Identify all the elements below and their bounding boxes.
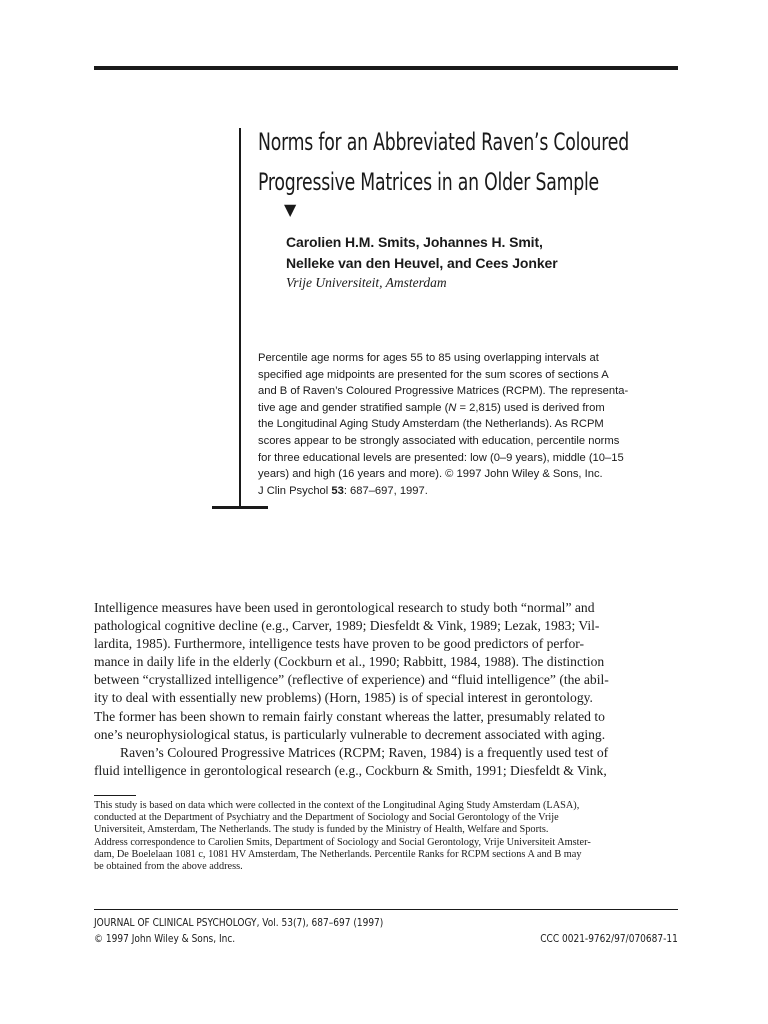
footnote-line: Universiteit, Amsterdam, The Netherlands. The study is funded by the Ministry of Health, Welfare and Sports. xyxy=(94,824,549,836)
abstract-line: and B of Raven’s Coloured Progressive Matrices (RCPM). The representa- xyxy=(258,385,629,398)
top-rule xyxy=(94,66,678,70)
title-line: Progressive Matrices in an Older Sample xyxy=(258,168,599,196)
abstract-line: J Clin Psychol 53: 687–697, 1997. xyxy=(258,484,428,497)
body-line: one’s neurophysiological status, is particularly vulnerable to decrement associated with aging. xyxy=(94,726,606,742)
footnote-line: Address correspondence to Carolien Smits, Department of Sociology and Social Gerontology, Vrije Universiteit Amster- xyxy=(94,836,591,848)
abstract-line: scores appear to be strongly associated with education, percentile norms xyxy=(258,434,620,447)
body-line: ity to deal with essentially new problems) (Horn, 1985) is of special interest in gerontology. xyxy=(94,690,593,706)
journal-citation: JOURNAL OF CLINICAL PSYCHOLOGY, Vol. 53(7), 687–697 (1997) xyxy=(94,916,384,929)
copyright-notice: © 1997 John Wiley & Sons, Inc. xyxy=(94,932,236,945)
affiliation: Vrije Universiteit, Amsterdam xyxy=(286,275,447,290)
footnote-line: This study is based on data which were collected in the context of the Longitudinal Aging Study Amsterdam (LASA), xyxy=(94,800,580,811)
abstract-line: the Longitudinal Aging Study Amsterdam (the Netherlands). As RCPM xyxy=(258,418,604,431)
title-side-rule xyxy=(239,128,241,508)
ccc-code: CCC 0021-9762/97/070687-11 xyxy=(540,932,678,945)
footnote xyxy=(94,800,678,873)
footnote-line: dam, De Boelelaan 1081 c, 1081 HV Amsterdam, The Netherlands. Percentile Ranks for RCPM sections A and B may xyxy=(94,848,582,860)
abstract xyxy=(258,350,679,499)
title-side-rule-foot xyxy=(212,506,268,509)
abstract-line: tive age and gender stratified sample (N = 2,815) used is derived from xyxy=(258,401,605,414)
title-line: Norms for an Abbreviated Raven’s Coloured xyxy=(258,128,629,156)
author-line: Carolien H.M. Smits, Johannes H. Smit, xyxy=(286,234,543,250)
body-line: lardita, 1985). Furthermore, intelligence tests have proven to be good predictors of perfor- xyxy=(94,636,585,652)
body-line: fluid intelligence in gerontological research (e.g., Cockburn & Smith, 1991; Diesfeldt & Vink, xyxy=(94,762,607,778)
body-line: mance in daily life in the elderly (Cockburn et al., 1990; Rabbitt, 1984, 1988). The distinction xyxy=(94,654,605,670)
body-line: The former has been shown to remain fairly constant whereas the latter, presumably related to xyxy=(94,708,605,724)
abstract-line: specified age midpoints are presented for the sum scores of sections A xyxy=(258,368,609,381)
footnote-rule xyxy=(94,795,136,796)
body-line: Raven’s Coloured Progressive Matrices (RCPM; Raven, 1984) is a frequently used test of xyxy=(120,744,609,760)
author-line: Nelleke van den Heuvel, and Cees Jonker xyxy=(286,255,558,271)
footnote-line: be obtained from the above address. xyxy=(94,861,243,873)
abstract-line: years) and high (16 years and more). © 1997 John Wiley & Sons, Inc. xyxy=(258,468,603,481)
author-list xyxy=(286,232,558,274)
article-title xyxy=(258,122,629,202)
triangle-marker-icon: ▼ xyxy=(284,200,297,219)
body-line: between “crystallized intelligence” (reflective of experience) and “fluid intelligence” (the abil- xyxy=(94,672,609,688)
abstract-line: Percentile age norms for ages 55 to 85 using overlapping intervals at xyxy=(258,352,599,364)
page-footer-rule xyxy=(94,909,678,910)
body-line: Intelligence measures have been used in gerontological research to study both “normal” and xyxy=(94,600,595,615)
body-text xyxy=(94,599,678,780)
footnote-line: conducted at the Department of Psychiatry and the Department of Sociology and Social Gerontology of the Vrije xyxy=(94,812,559,824)
body-line: pathological cognitive decline (e.g., Carver, 1989; Diesfeldt & Vink, 1989; Lezak, 1983; Vil- xyxy=(94,618,600,634)
abstract-line: for three educational levels are presented: low (0–9 years), middle (10–15 xyxy=(258,451,624,464)
